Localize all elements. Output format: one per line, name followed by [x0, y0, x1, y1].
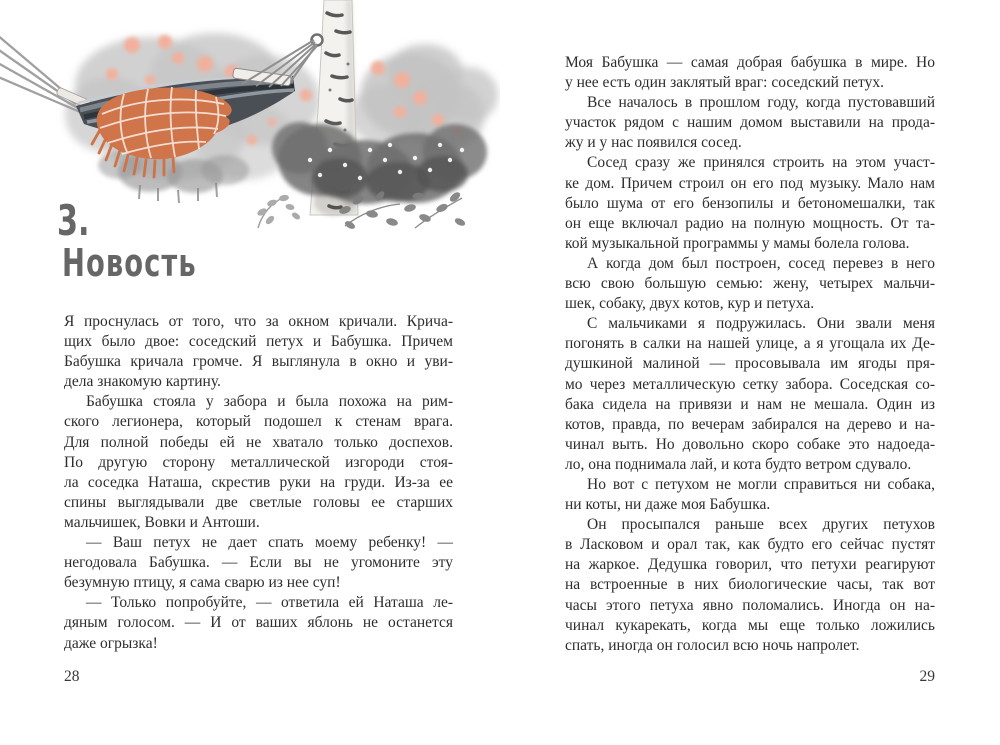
chapter-number: 3. — [57, 196, 90, 245]
text-line: ского легионера, который подошел к стенам врага. — [64, 413, 453, 431]
leaf-sprigs-center — [256, 194, 301, 228]
text-line: дела знакомую картину. — [64, 373, 221, 391]
text-line: А когда дом был построен, сосед перевез в него — [587, 254, 935, 272]
chapter-title: Новость — [62, 241, 197, 285]
paragraph — [565, 515, 935, 656]
paragraph — [64, 392, 453, 533]
text-line: даже огрызка! — [64, 634, 158, 652]
text-line: По другую сторону металлической изгороди стоя- — [64, 453, 453, 471]
text-line: С мальчиками я подружилась. Они звали меня — [587, 315, 935, 333]
text-line: котов, правда, по вечерам забирался на дерево и на- — [565, 415, 935, 433]
text-line: было шума от его бензопилы и бетономешалки, так — [565, 194, 935, 212]
text-line: Моя Бабушка — самая добрая бабушка в мире. Но — [565, 54, 935, 71]
text-line: всю свою большую семью: жену, четырех мальчи- — [565, 275, 935, 293]
text-line: — Ваш петух не дает спать моему ребенку! — — [86, 534, 453, 552]
text-line: мальчишек, Вовки и Антоши. — [64, 513, 260, 531]
text-line: негодовала Бабушка. — Если вы не угомоните эту — [64, 554, 453, 572]
text-line: в Ласковом и орал так, как будто его сейчас пустят — [565, 536, 935, 554]
text-line: ке дом. Причем строил он его под музыку. Мало нам — [565, 174, 935, 192]
paragraph — [565, 53, 935, 93]
paragraph — [64, 533, 453, 593]
paragraph — [565, 153, 935, 253]
text-line: Все началось в прошлом году, когда пустовавший — [587, 94, 935, 112]
text-line: Для полной победы ей не хватало только доспехов. — [64, 433, 453, 451]
paragraph — [565, 254, 935, 314]
text-line: чинал выть. Но довольно скоро собаке это надоеда- — [565, 435, 935, 453]
text-line: чинал кукарекать, когда мы еще только ложились — [565, 616, 935, 634]
text-line: Бабушка кричала громче. Я выглянула в окно и уви- — [64, 353, 453, 371]
text-line: кой музыкальной программы у мамы болела голова. — [565, 234, 910, 252]
text-line: шек, собаку, двух котов, кур и петуха. — [565, 295, 815, 313]
right-page-text — [565, 53, 935, 656]
text-line: душкиной малиной — просовывала им ягоды пря- — [565, 355, 935, 373]
text-line: безумную птицу, я сама сварю из нее суп! — [64, 574, 341, 592]
text-line: участок рядом с нашим домом выставили на прода- — [565, 114, 935, 132]
left-page-text — [64, 312, 453, 654]
paragraph — [64, 593, 453, 653]
text-line: погонять в салки на нашей улице, а я угощала их Де- — [565, 335, 935, 353]
text-line: Сосед сразу же принялся строить на этом участ- — [587, 154, 935, 172]
page-number-left: 28 — [64, 668, 80, 685]
paragraph — [565, 93, 935, 153]
text-line: на жаркое. Дедушка говорил, что петухи реагируют — [565, 556, 935, 574]
text-line: Но вот с петухом не могли справиться ни собака, — [587, 475, 935, 493]
paragraph — [565, 475, 935, 515]
paragraph — [565, 314, 935, 475]
text-line: жу и у нас появился сосед. — [565, 134, 742, 152]
text-line: Бабушка стояла у забора и была похожа на рим- — [86, 393, 453, 411]
text-line: ни коты, ни даже моя Бабушка. — [565, 496, 771, 514]
text-line: у нее есть один заклятый враг: соседский петух. — [565, 74, 884, 92]
text-line: ла соседка Наташа, скрестив руки на груди. Из-за ее — [64, 473, 453, 491]
text-line: дяным голосом. — И от ваших яблонь не останется — [64, 614, 453, 632]
text-line: ло, она поднимала лай, и кота будто ветром сдувало. — [565, 455, 912, 473]
text-line: он еще включал радио на полную мощность. От та- — [565, 214, 935, 232]
text-line: спины выглядывали две светлые головы ее старших — [64, 493, 453, 511]
text-line: бака сидела на привязи и нам не мешала. Один из — [565, 395, 935, 413]
text-line: Он просыпался раньше всех других петухов — [587, 516, 935, 534]
text-line: — Только попробуйте, — ответила ей Наташа ле- — [86, 594, 453, 612]
hammock-ropes-left — [0, 34, 80, 112]
paragraph — [64, 312, 453, 392]
text-line: часы этого петуха явно поломались. Иногда он на- — [565, 596, 935, 614]
text-line: Я проснулась от того, что за окном кричали. Крича- — [64, 313, 453, 330]
text-line: щих было двое: соседский петух и Бабушка. Причем — [64, 333, 453, 351]
page-number-right: 29 — [919, 668, 935, 685]
text-line: спать, иногда он голосил всю ночь напролет. — [565, 636, 860, 654]
text-line: мо через металлическую сетку забора. Соседская со- — [565, 375, 935, 393]
text-line: на встроенные в них биологические часы, так вот — [565, 576, 935, 594]
